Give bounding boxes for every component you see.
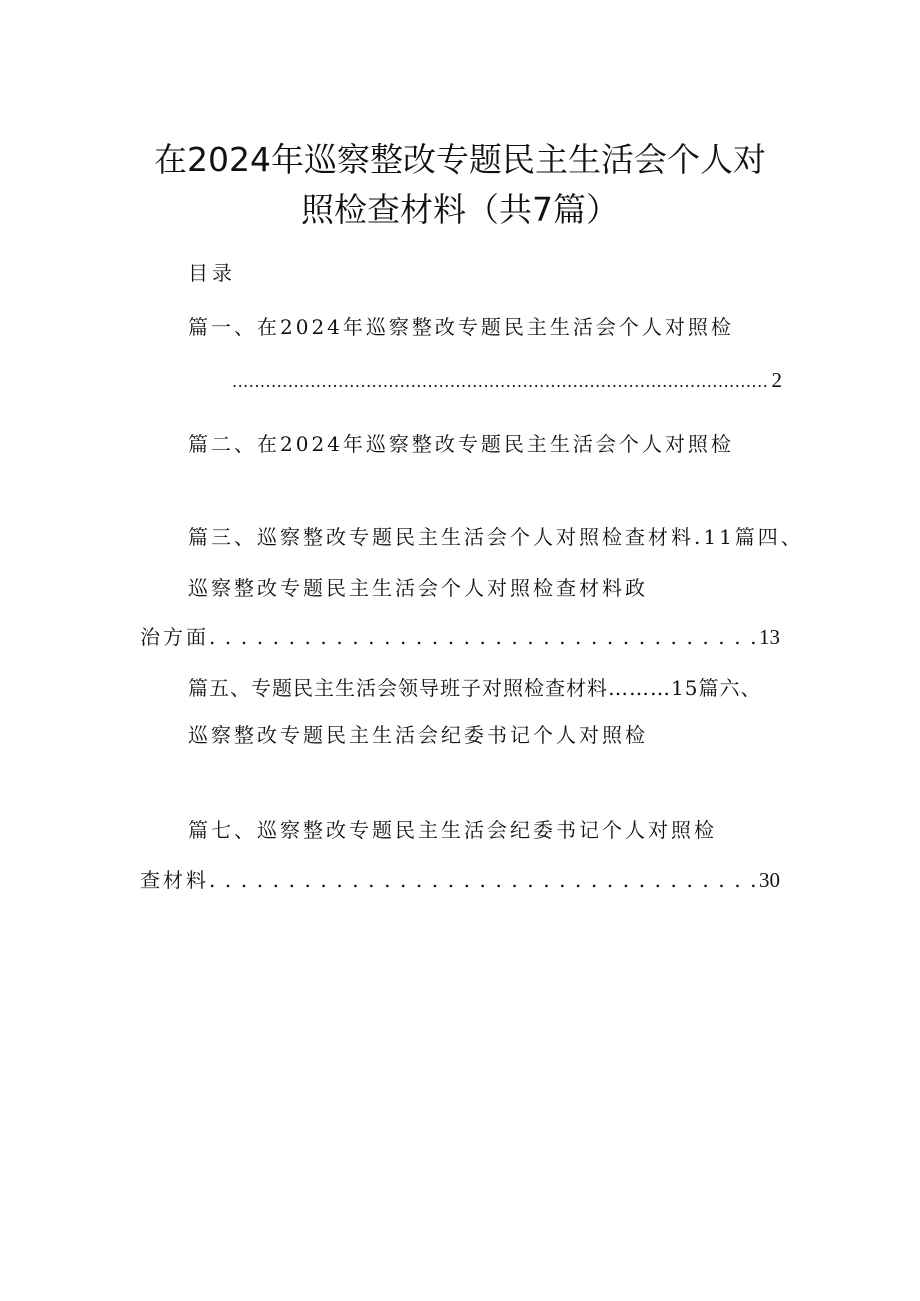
toc-entry-4-tail-text: 治方面 xyxy=(140,625,209,649)
dot-leader xyxy=(209,622,755,652)
toc-entry-7: 篇七、巡察整改专题民主生活会纪委书记个人对照检 xyxy=(188,818,717,842)
toc-entry-1-leader-row xyxy=(232,365,782,397)
toc-entry-4: 巡察整改专题民主生活会个人对照检查材料政 xyxy=(188,576,648,600)
toc-entry-1-page: 2 xyxy=(771,368,782,392)
toc-entry-7-tail-text: 查材料 xyxy=(140,868,209,892)
toc-entry-7-page: 30 xyxy=(759,868,780,892)
toc-entry-6: 巡察整改专题民主生活会纪委书记个人对照检 xyxy=(188,723,648,747)
toc-entry-3: 篇三、巡察整改专题民主生活会个人对照检查材料.11篇四、 xyxy=(188,525,804,549)
document-title-line-2: 照检查材料（共7篇） xyxy=(301,190,619,229)
toc-entry-5: 篇五、专题民主生活会领导班子对照检查材料………15篇六、 xyxy=(188,676,762,700)
document-title-line-1: 在2024年巡察整改专题民主生活会个人对 xyxy=(154,140,766,179)
dot-leader xyxy=(209,865,755,895)
toc-entry-1: 篇一、在2024年巡察整改专题民主生活会个人对照检 xyxy=(188,315,734,339)
toc-entry-4-continuation xyxy=(140,622,780,652)
toc-entry-4-page: 13 xyxy=(759,625,780,649)
toc-entry-7-continuation xyxy=(140,865,780,895)
toc-entry-2: 篇二、在2024年巡察整改专题民主生活会个人对照检 xyxy=(188,432,734,456)
dot-leader xyxy=(232,365,768,397)
toc-heading: 目录 xyxy=(188,261,236,285)
